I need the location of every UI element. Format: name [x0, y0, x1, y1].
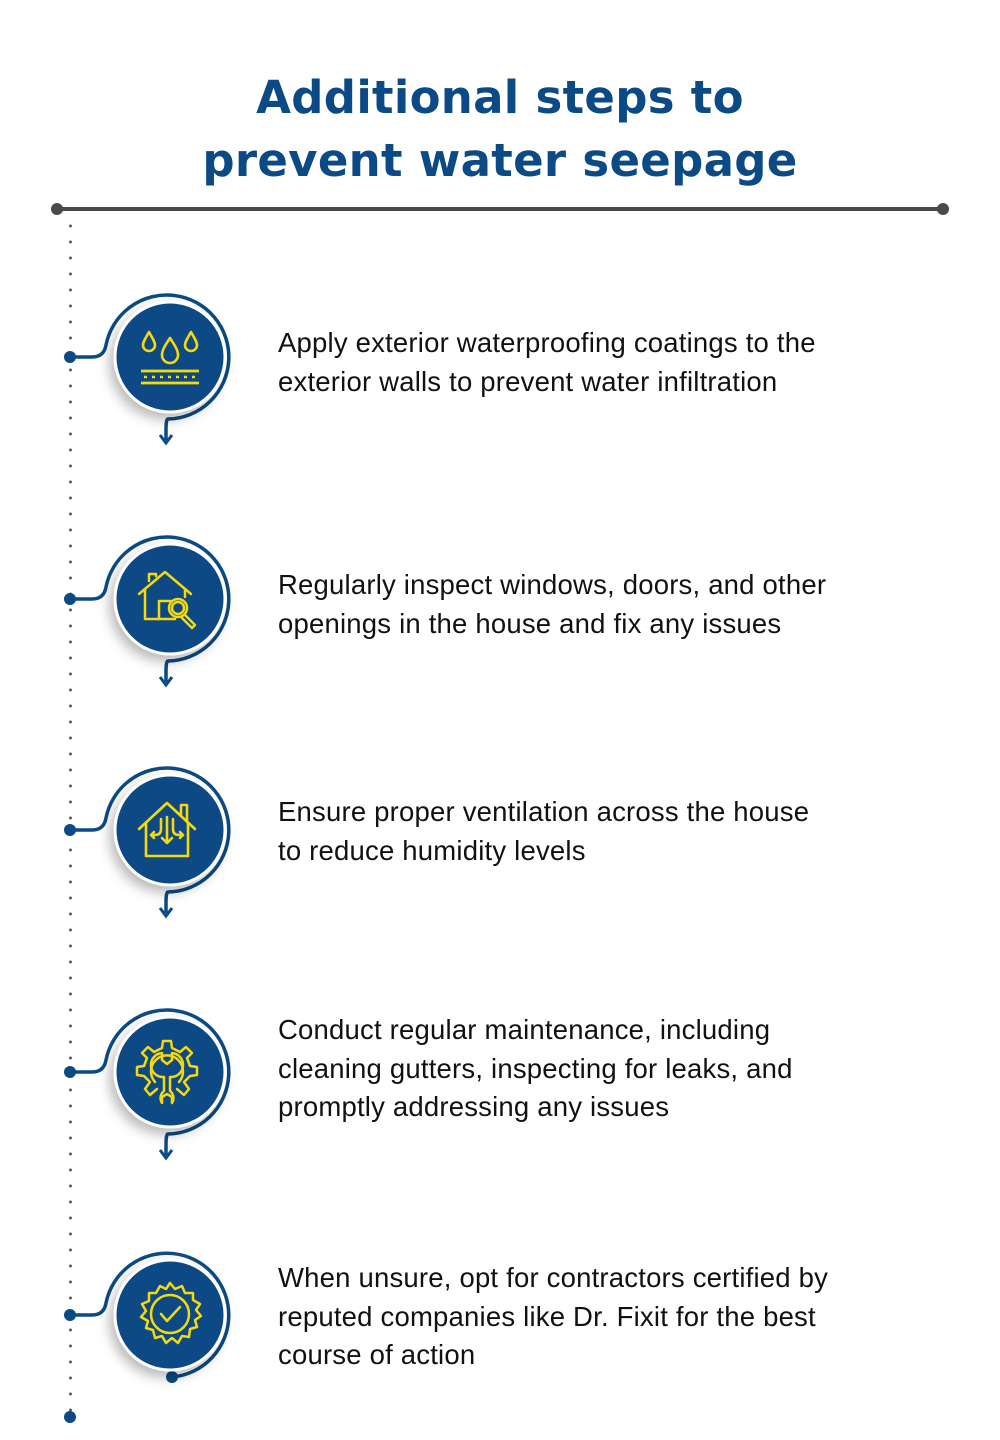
step-5-text: [278, 1259, 828, 1375]
title-line-1: Additional steps to: [256, 71, 744, 124]
title-divider: [57, 207, 943, 211]
step-1-marker: [0, 290, 260, 460]
title-line-2: prevent water seepage: [202, 134, 798, 187]
step-3-line-2: to reduce humidity levels: [278, 834, 586, 866]
step-4-marker: [0, 1005, 260, 1175]
step-4-line-2: cleaning gutters, inspecting for leaks, and: [278, 1052, 793, 1084]
step-2-text: [278, 566, 826, 643]
step-3-marker: [0, 763, 260, 933]
divider-left-dot: [51, 203, 63, 215]
step-1-line-2: exterior walls to prevent water infiltration: [278, 365, 778, 397]
certified-badge-icon: [135, 1280, 205, 1350]
step-5-line-3: course of action: [278, 1339, 476, 1370]
water-drops-coating-icon: [135, 322, 205, 392]
step-3-text: [278, 793, 809, 870]
step-2-marker: [0, 532, 260, 702]
house-ventilation-icon: [135, 795, 205, 865]
step-2-line-1: Regularly inspect windows, doors, and other: [278, 569, 827, 600]
step-3-line-1: Ensure proper ventilation across the house: [278, 796, 810, 827]
step-5-marker: [0, 1248, 260, 1418]
step-2-line-2: openings in the house and fix any issues: [278, 607, 782, 639]
step-5-line-1: When unsure, opt for contractors certified by: [278, 1262, 829, 1293]
gear-wrench-icon: [135, 1037, 205, 1107]
step-5-line-2: reputed companies like Dr. Fixit for the best: [278, 1300, 816, 1332]
step-1-text: [278, 324, 816, 401]
step-4-line-3: promptly addressing any issues: [278, 1091, 670, 1122]
step-4-text: [278, 1011, 793, 1127]
step-4-line-1: Conduct regular maintenance, including: [278, 1014, 771, 1045]
divider-right-dot: [937, 203, 949, 215]
house-inspection-icon: [135, 564, 205, 634]
step-1-line-1: Apply exterior waterproofing coatings to the: [278, 327, 816, 358]
page-title: [0, 66, 1000, 192]
